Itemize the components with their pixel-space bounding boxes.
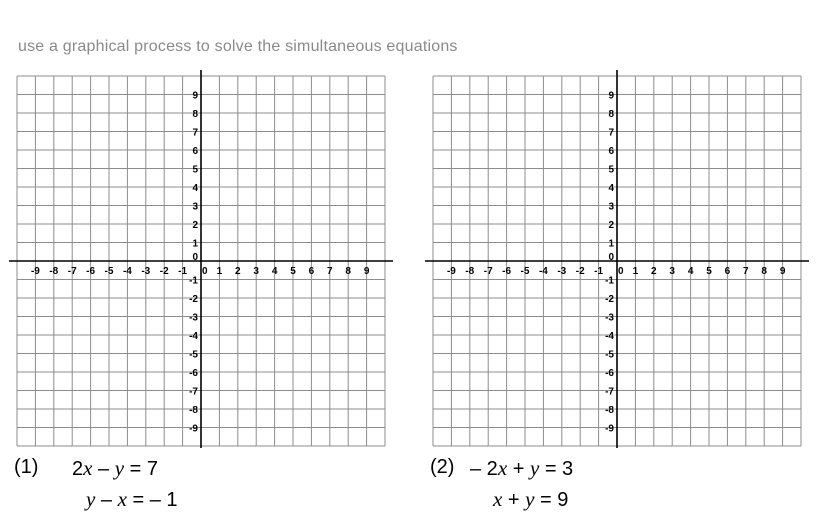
y-tick-label: 2 xyxy=(192,220,198,231)
x-tick-label: -2 xyxy=(159,266,169,277)
y-tick-label: -3 xyxy=(605,312,614,324)
y-tick-label: 4 xyxy=(192,183,198,194)
x-tick-label: 8 xyxy=(761,266,767,277)
x-tick-label: 4 xyxy=(687,266,694,277)
y-tick-label: -7 xyxy=(605,386,614,398)
problem-2-equation-1: – 2x + y = 3 xyxy=(470,456,574,480)
problem-1-equation-2: y – x = – 1 xyxy=(86,487,178,511)
y-tick-label: 6 xyxy=(192,146,198,157)
y-tick-label: -2 xyxy=(605,294,614,305)
problem-1-equation-1: 2x – y = 7 xyxy=(72,456,158,480)
x-tick-label: -9 xyxy=(446,266,456,277)
y-tick-label: -4 xyxy=(189,331,198,342)
y-tick-label: 5 xyxy=(608,164,614,176)
y-tick-label: 6 xyxy=(608,146,614,157)
y-tick-label: 3 xyxy=(608,201,614,213)
x-tick-label: -5 xyxy=(104,266,114,277)
problem-2-number: (2) xyxy=(430,456,455,478)
x-tick-label: -7 xyxy=(67,266,77,277)
y-tick-label: 1 xyxy=(608,238,614,250)
x-tick-label: -3 xyxy=(141,266,151,277)
x-tick-label: -7 xyxy=(483,266,493,277)
y-tick-label: -6 xyxy=(189,368,198,379)
y-tick-label: -4 xyxy=(605,331,614,342)
y-tick-label: -9 xyxy=(605,423,614,435)
x-tick-label: 1 xyxy=(632,266,639,277)
x-tick-label: 3 xyxy=(669,266,675,277)
y-tick-label: 8 xyxy=(608,109,614,120)
y-tick-label: 1 xyxy=(192,238,198,250)
y-tick-label: -3 xyxy=(189,312,198,324)
x-tick-label: -2 xyxy=(575,266,585,277)
x-tick-label: 3 xyxy=(253,266,259,277)
x-tick-label: -9 xyxy=(30,266,40,277)
y-tick-label: 4 xyxy=(608,183,614,194)
y-tick-label: -8 xyxy=(189,405,198,416)
graph-grid-2 xyxy=(425,70,809,448)
y-tick-label: -5 xyxy=(605,349,614,361)
y-tick-label: -1 xyxy=(605,275,614,287)
x-tick-label: 0 xyxy=(618,266,624,277)
y-tick-label: 9 xyxy=(192,90,198,102)
x-tick-label: -5 xyxy=(520,266,530,277)
x-tick-label: 4 xyxy=(271,266,278,277)
x-tick-label: 7 xyxy=(743,266,749,277)
problem-2-equation-2: x + y = 9 xyxy=(493,487,569,511)
x-tick-label: -4 xyxy=(538,266,548,277)
x-tick-label: 7 xyxy=(327,266,333,277)
instruction-text: use a graphical process to solve the simultaneous equations xyxy=(18,38,458,55)
y-tick-label: -9 xyxy=(189,423,198,435)
y-tick-label: -2 xyxy=(189,294,198,305)
y-tick-label: 0 xyxy=(608,252,614,263)
x-tick-label: 0 xyxy=(202,266,208,277)
x-tick-label: -4 xyxy=(122,266,132,277)
x-tick-label: -1 xyxy=(178,266,188,277)
x-tick-label: 6 xyxy=(308,266,315,277)
y-tick-label: -7 xyxy=(189,386,198,398)
x-tick-label: 9 xyxy=(779,266,786,277)
x-tick-label: 6 xyxy=(724,266,731,277)
x-tick-label: -1 xyxy=(594,266,604,277)
y-tick-label: 8 xyxy=(192,109,198,120)
y-tick-label: -5 xyxy=(189,349,198,361)
x-tick-label: 1 xyxy=(216,266,223,277)
x-tick-label: -8 xyxy=(465,266,475,277)
x-tick-label: -6 xyxy=(502,266,512,277)
y-tick-label: -6 xyxy=(605,368,614,379)
y-tick-label: -8 xyxy=(605,405,614,416)
x-tick-label: 9 xyxy=(363,266,370,277)
x-tick-label: -3 xyxy=(557,266,567,277)
x-tick-label: 8 xyxy=(345,266,351,277)
y-tick-label: 9 xyxy=(608,90,614,102)
y-tick-label: 7 xyxy=(608,127,614,139)
y-tick-label: 7 xyxy=(192,127,198,139)
y-tick-label: 2 xyxy=(608,220,614,231)
x-tick-label: 5 xyxy=(290,266,296,277)
y-tick-label: 3 xyxy=(192,201,198,213)
x-tick-label: -6 xyxy=(86,266,96,277)
problem-1-number: (1) xyxy=(14,456,39,478)
x-tick-label: 2 xyxy=(235,266,241,277)
y-tick-label: -1 xyxy=(189,275,198,287)
x-tick-label: 5 xyxy=(706,266,712,277)
y-tick-label: 5 xyxy=(192,164,198,176)
x-tick-label: 2 xyxy=(651,266,657,277)
y-tick-label: 0 xyxy=(192,252,198,263)
x-tick-label: -8 xyxy=(49,266,59,277)
graph-grid-1 xyxy=(9,70,393,448)
